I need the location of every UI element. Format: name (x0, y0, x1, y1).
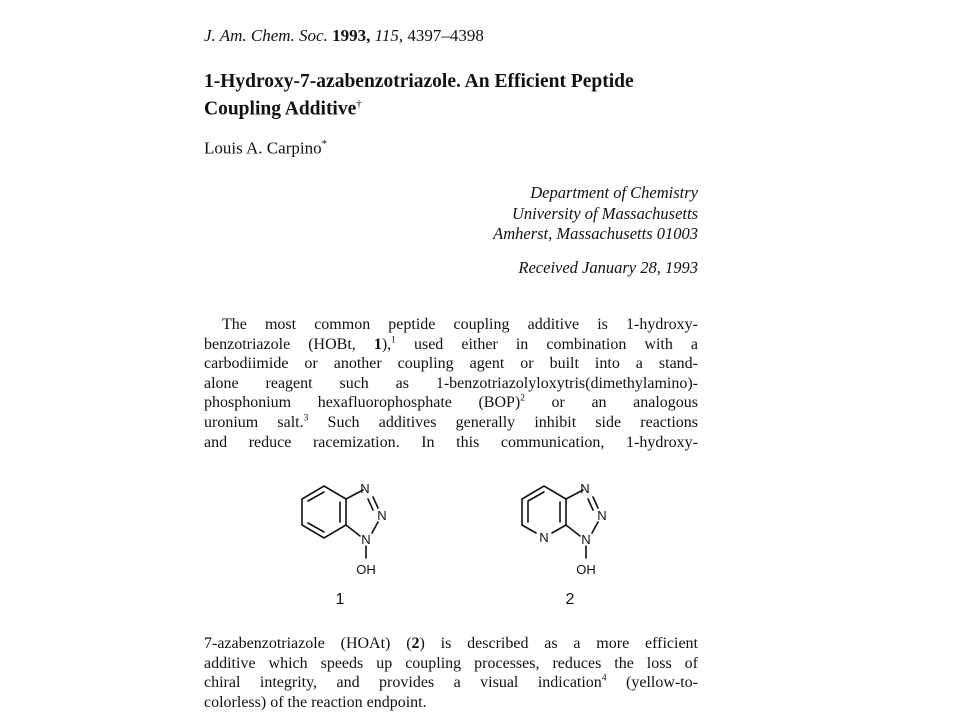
compound-2-bonds (522, 486, 598, 558)
compound-1-bonds (302, 486, 378, 558)
author-text: Louis A. Carpino (204, 138, 322, 158)
bond (593, 497, 598, 508)
bond (566, 525, 580, 536)
affiliation-department: Department of Chemistry (530, 183, 698, 202)
journal-citation (204, 26, 484, 46)
paragraph-line: and reduce racemization. In this communication, 1-hydroxy- (204, 433, 698, 451)
reference-marker: 3 (303, 413, 309, 424)
paragraph-line: chiral integrity, and provides a visual indication$^4$ (yellow-to- (204, 673, 698, 692)
chemical-structures-figure (260, 472, 680, 612)
journal-volume: 115, (374, 26, 404, 45)
compound-ref-2: 2 (411, 635, 420, 652)
affiliation-block (493, 183, 698, 245)
reference-marker: 4 (601, 673, 607, 684)
nitrogen-label: N (597, 508, 607, 523)
bond (592, 522, 598, 533)
paragraph-line: uronium salt.$^3$ Such additives generally inhibit side reactions (204, 413, 699, 431)
author-footnote-mark: * (321, 138, 328, 150)
bond (372, 522, 378, 533)
body-paragraph-2 (204, 634, 698, 712)
journal-year: 1993, (332, 26, 371, 45)
paragraph-line: The most common peptide coupling additive is 1-hydroxy- (222, 316, 698, 333)
double-bond (368, 499, 373, 510)
pyridine-nitrogen-label: N (539, 530, 549, 545)
paragraph-line: 7-azabenzotriazole (HOAt) (2) is described as a more efficient (204, 635, 698, 652)
received-date: Received January 28, 1993 (518, 258, 698, 277)
nitrogen-label: N (581, 532, 591, 547)
structures-svg (260, 472, 680, 612)
article-title (204, 70, 724, 121)
double-bond (588, 499, 593, 510)
bond (346, 525, 360, 536)
body-paragraph-1 (204, 315, 698, 452)
compound-number: 2 (565, 591, 575, 608)
paragraph-line: carbodiimide or another coupling agent or built into a stand- (204, 355, 698, 373)
author-name (204, 138, 327, 159)
hydroxyl-label: OH (356, 562, 376, 577)
paragraph-line: colorless) of the reaction endpoint. (204, 693, 427, 711)
bond (373, 497, 378, 508)
paragraph-line: benzotriazole (HOBt, 1),$^1$ used either in combination with a (204, 335, 698, 353)
nitrogen-label: N (377, 508, 387, 523)
compound-ref-1: 1 (373, 335, 382, 353)
nitrogen-label: N (361, 532, 371, 547)
title-line-1: 1-Hydroxy-7-azabenzotriazole. An Efficient Peptide (204, 71, 634, 92)
journal-pages: 4397–4398 (407, 26, 484, 45)
title-line-2: Coupling Additive (204, 98, 357, 120)
paragraph-line: phosphonium hexafluorophosphate (BOP)$^2$ or an analogous (204, 394, 699, 412)
nitrogen-label: N (580, 481, 590, 496)
affiliation-address: Amherst, Massachusetts 01003 (493, 224, 698, 243)
nitrogen-label: N (360, 481, 370, 496)
reference-marker: 2 (520, 394, 525, 405)
compound-number: 1 (335, 591, 345, 608)
paragraph-line: additive which speeds up coupling processes, reduces the loss of (204, 654, 698, 672)
bond (552, 525, 566, 533)
affiliation-university: University of Massachusetts (511, 203, 698, 223)
hydroxyl-label: OH (576, 562, 596, 577)
reference-marker: 1 (391, 335, 396, 346)
title-footnote-mark: † (356, 98, 362, 110)
paragraph-line: alone reagent such as 1-benzotriazolyloxytris(dimethylamino)- (204, 374, 698, 392)
journal-name: J. Am. Chem. Soc. (204, 26, 328, 45)
